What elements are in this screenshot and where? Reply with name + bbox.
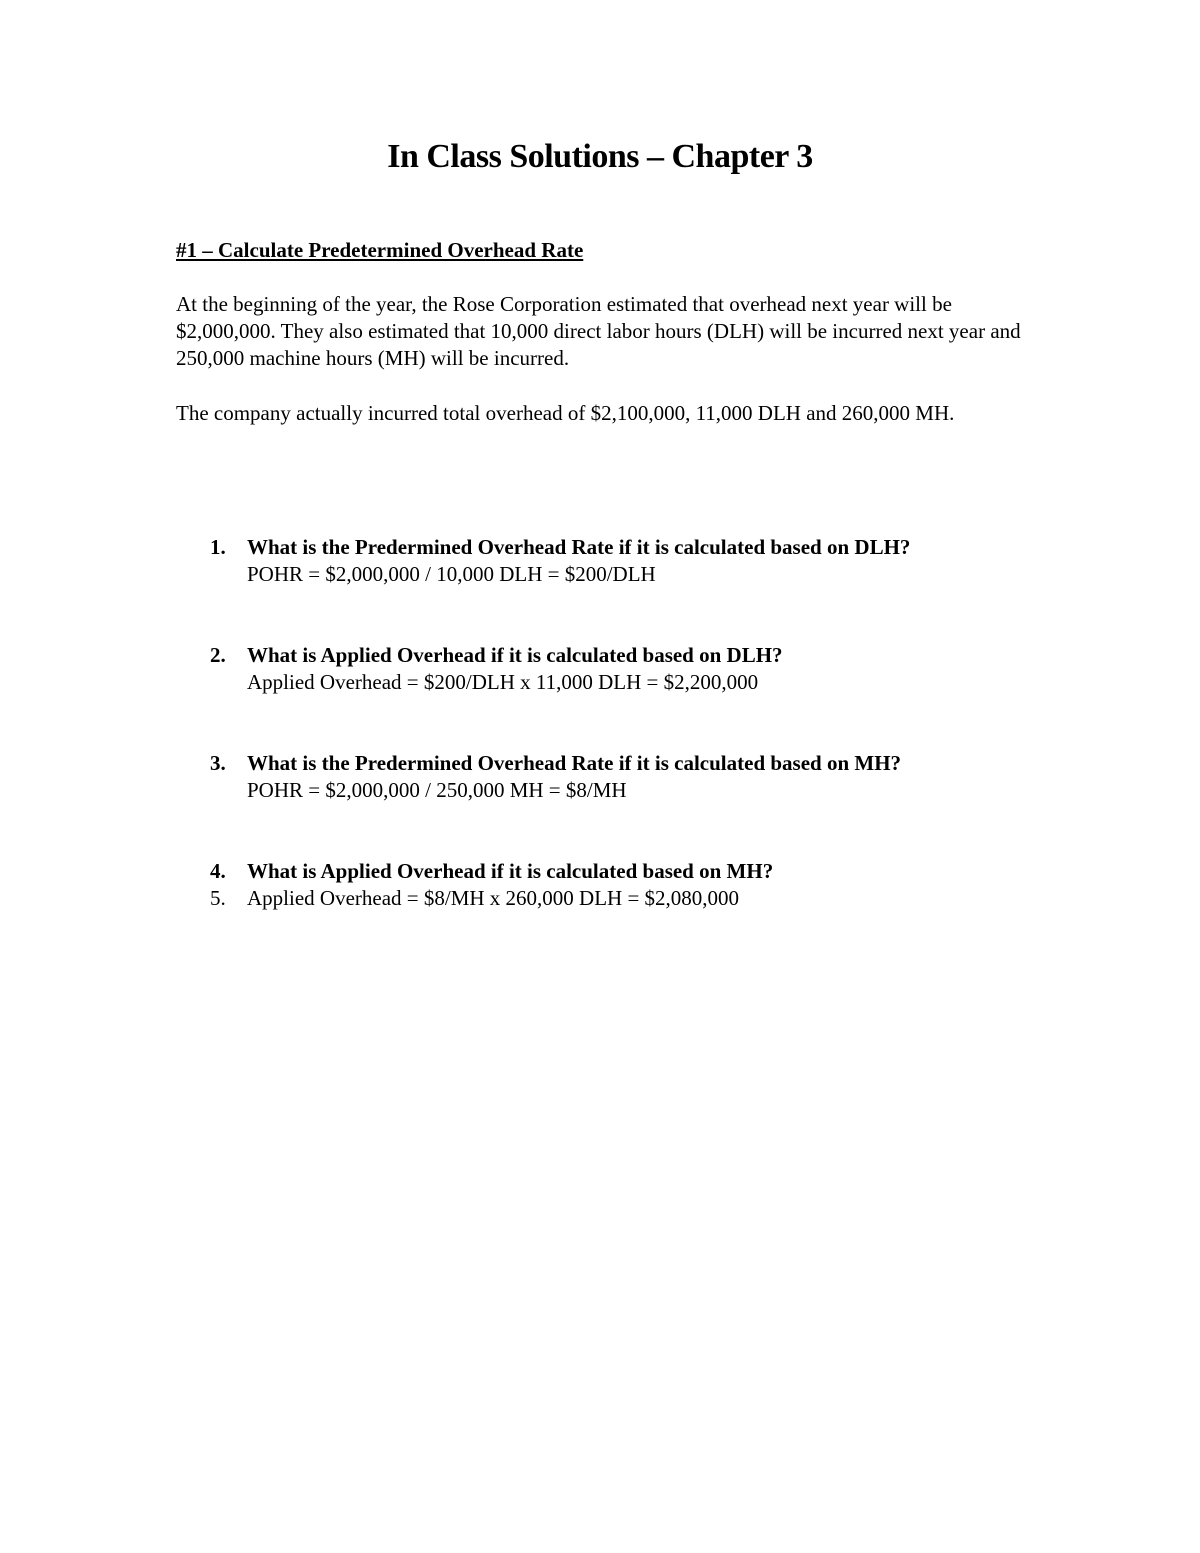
answer-row <box>210 885 1076 912</box>
page-title: In Class Solutions – Chapter 3 <box>387 138 813 175</box>
intro-paragraph: At the beginning of the year, the Rose Corporation estimated that overhead next year will be $2,000,000. They also estimated that 10,000 direct labor hours (DLH) will be incurred next year and 250,000 machine hours (MH) will be incurred. <box>176 292 1021 370</box>
answer-text: POHR = $2,000,000 / 250,000 MH = $8/MH <box>247 778 627 802</box>
question-number: 3. <box>210 751 226 775</box>
question-text: What is the Predermined Overhead Rate if it is calculated based on MH? <box>247 751 902 775</box>
question-item-3 <box>176 750 1076 804</box>
question-item-1 <box>176 534 1076 588</box>
question-text: What is Applied Overhead if it is calculated based on MH? <box>247 859 774 883</box>
question-list <box>176 534 1076 966</box>
answer-text: Applied Overhead = $200/DLH x 11,000 DLH = $2,200,000 <box>247 670 759 694</box>
question-text: What is Applied Overhead if it is calculated based on DLH? <box>247 643 783 667</box>
question-number: 1. <box>210 535 226 559</box>
question-item-4 <box>176 858 1076 912</box>
actuals-paragraph: The company actually incurred total overhead of $2,100,000, 11,000 DLH and 260,000 MH. <box>176 401 955 425</box>
question-number: 4. <box>210 859 226 883</box>
answer-text: POHR = $2,000,000 / 10,000 DLH = $200/DLH <box>247 562 656 586</box>
answer-text: Applied Overhead = $8/MH x 260,000 DLH = $2,080,000 <box>247 886 740 910</box>
question-item-2 <box>176 642 1076 696</box>
question-number: 2. <box>210 643 226 667</box>
answer-number: 5. <box>210 886 226 910</box>
section-heading: #1 – Calculate Predetermined Overhead Rate <box>176 238 584 262</box>
question-text: What is the Predermined Overhead Rate if it is calculated based on DLH? <box>247 535 911 559</box>
